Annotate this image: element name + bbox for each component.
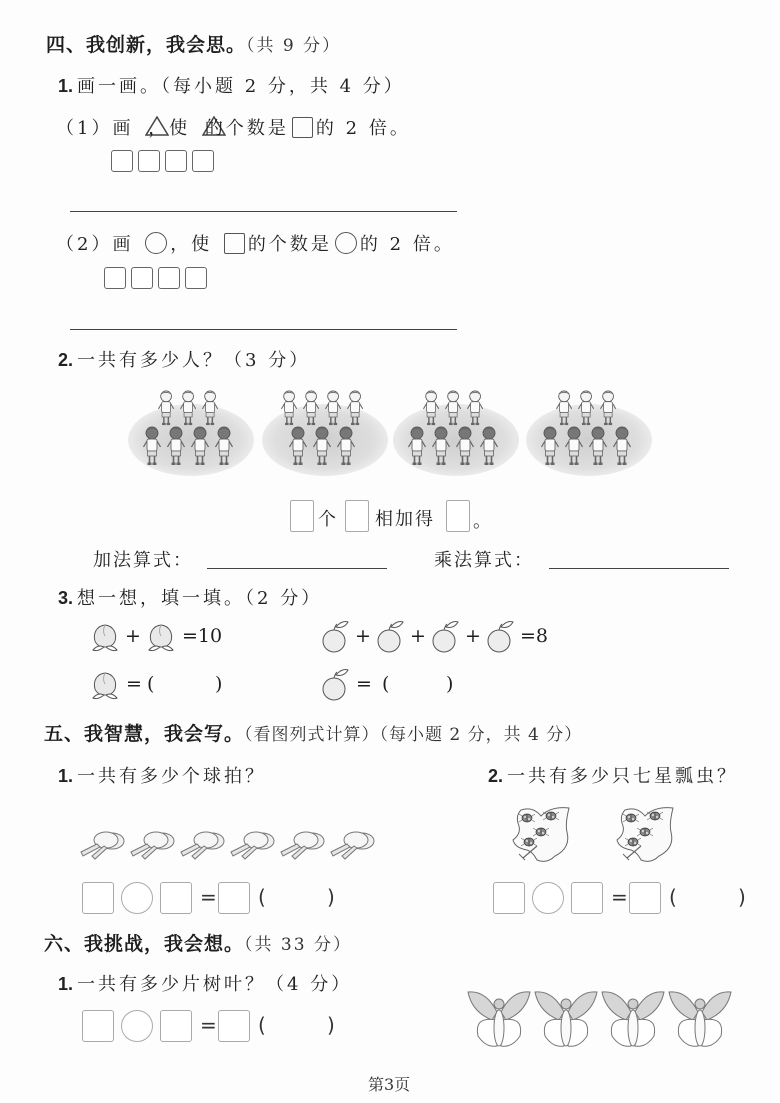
- answer-box[interactable]: [82, 1010, 114, 1042]
- section5-note: （看图列式计算）（每小题 2 分，共 4 分）: [244, 725, 583, 745]
- child-figure: [432, 426, 450, 470]
- fill-text-ge: 个: [318, 509, 338, 530]
- s4-q2-number: 2.: [58, 350, 74, 370]
- section4-heading: [46, 30, 341, 57]
- multiplication-answer-line[interactable]: [549, 568, 729, 569]
- apple-icon: [320, 620, 350, 658]
- s4-q2-text: 一共有多少人？: [77, 350, 225, 371]
- result-box[interactable]: [629, 882, 661, 914]
- section6-heading: [44, 929, 352, 956]
- square-icon: [165, 150, 187, 172]
- answer-box[interactable]: [82, 882, 114, 914]
- plus-sign: +: [465, 625, 481, 647]
- peach-icon: [90, 622, 120, 658]
- leaf-butterfly-icon: [600, 986, 666, 1056]
- paren-close: ): [738, 885, 746, 909]
- section4-title: 四、我创新，我会思。: [46, 34, 247, 56]
- square-icon: [185, 267, 207, 289]
- apple-icon: [320, 668, 350, 706]
- leaf-butterfly-icon: [466, 986, 532, 1056]
- circle-icon: [145, 232, 167, 254]
- s5-q2-number: 2.: [488, 766, 504, 786]
- section6-title: 六、我挑战，我会想。: [44, 933, 245, 955]
- s5-q2-heading: [488, 762, 738, 788]
- sub1-mid2: 的个数是: [204, 118, 289, 139]
- s4-q3-note: （2 分）: [245, 588, 323, 609]
- s4-q1-note: （每小题 2 分，共 4 分）: [161, 76, 405, 97]
- paren-close: ): [327, 1013, 335, 1037]
- peach-answer-blank[interactable]: [160, 672, 210, 696]
- equals-sign: =: [611, 885, 628, 909]
- paren-open: (: [258, 1013, 266, 1037]
- sub1-end: 的 2 倍。: [315, 118, 411, 139]
- child-figure: [167, 426, 185, 470]
- child-figure: [480, 426, 498, 470]
- child-figure: [423, 390, 439, 430]
- child-figure: [556, 390, 572, 430]
- s5-q2-text: 一共有多少只七星瓢虫？: [507, 766, 739, 787]
- paren-open: (: [382, 673, 390, 695]
- square-icon: [111, 150, 133, 172]
- result-box[interactable]: [218, 1010, 250, 1042]
- children-group: [393, 388, 519, 476]
- sub1-label: （1）画: [56, 118, 134, 139]
- apple-icon: [430, 620, 460, 658]
- square-icon: [131, 267, 153, 289]
- child-figure: [143, 426, 161, 470]
- paren-close: ): [446, 673, 454, 695]
- equals-sign: =: [200, 885, 217, 909]
- s5-q1-text: 一共有多少个球拍？: [77, 766, 267, 787]
- sub2-answer-line[interactable]: [70, 329, 457, 330]
- answer-box[interactable]: [571, 882, 603, 914]
- s4-q2-note: （3 分）: [224, 350, 311, 371]
- apple-equation-value: =8: [520, 625, 549, 647]
- sub2-label: （2）画: [56, 234, 134, 255]
- section5-title: 五、我智慧，我会写。: [44, 723, 245, 745]
- answer-box[interactable]: [493, 882, 525, 914]
- child-figure: [600, 390, 616, 430]
- paren-open: (: [669, 885, 677, 909]
- s4-q1-sub1: [56, 114, 411, 140]
- sub2-given-squares: [104, 267, 207, 289]
- square-icon: [104, 267, 126, 289]
- operator-circle[interactable]: [121, 882, 153, 914]
- s4-q3-number: 3.: [58, 588, 74, 608]
- square-icon: [138, 150, 160, 172]
- fill-box-sum[interactable]: [446, 500, 470, 532]
- child-figure: [215, 426, 233, 470]
- apple-answer-blank[interactable]: [395, 672, 443, 696]
- s4-q3-heading: [58, 584, 322, 610]
- s4-q1-sub2: [56, 230, 455, 256]
- leaf-butterfly-icon: [533, 986, 599, 1056]
- s4-q2-heading: [58, 346, 310, 372]
- operator-circle[interactable]: [532, 882, 564, 914]
- plus-sign: +: [355, 625, 371, 647]
- sub1-answer-line[interactable]: [70, 211, 457, 212]
- child-figure: [303, 390, 319, 430]
- fill-text-end: 。: [473, 511, 493, 532]
- unit-blank[interactable]: [683, 884, 733, 912]
- sub2-mid1: ，使: [170, 234, 213, 255]
- result-box[interactable]: [218, 882, 250, 914]
- section5-heading: [44, 719, 582, 746]
- child-figure: [158, 390, 174, 430]
- sub1-given-squares: [111, 150, 214, 172]
- child-figure: [565, 426, 583, 470]
- racket-pair-icon: [228, 830, 276, 864]
- plus-sign: +: [125, 625, 141, 647]
- racket-pair-icon: [328, 830, 376, 864]
- child-figure: [445, 390, 461, 430]
- racket-pair-icon: [78, 830, 126, 864]
- child-figure: [289, 426, 307, 470]
- child-figure: [541, 426, 559, 470]
- child-figure: [589, 426, 607, 470]
- s4-q1-heading: [58, 72, 405, 98]
- apple-icon: [375, 620, 405, 658]
- s5-q1-heading: [58, 762, 266, 788]
- plus-sign: +: [410, 625, 426, 647]
- child-figure: [613, 426, 631, 470]
- page-number: 第3页: [368, 1075, 411, 1094]
- s4-q1-number: 1.: [58, 76, 74, 96]
- circle-icon: [335, 232, 357, 254]
- equals-sign: =: [126, 673, 142, 695]
- sub2-mid2: 的个数是: [247, 234, 332, 255]
- s5-q1-number: 1.: [58, 766, 74, 786]
- s6-q1-heading: [58, 970, 352, 996]
- fill-text-add: 相加得: [375, 509, 435, 530]
- children-group: [526, 388, 652, 476]
- child-figure: [191, 426, 209, 470]
- child-figure: [202, 390, 218, 430]
- child-figure: [180, 390, 196, 430]
- section6-note: （共 33 分）: [244, 935, 352, 955]
- children-group: [262, 388, 388, 476]
- s6-q1-text: 一共有多少片树叶？: [77, 974, 267, 995]
- s6-q1-note: （4 分）: [266, 974, 353, 995]
- child-figure: [456, 426, 474, 470]
- leaf-with-ladybugs-icon: [511, 804, 573, 870]
- s4-q1-text: 画一画。: [77, 76, 162, 97]
- addition-answer-line[interactable]: [207, 568, 387, 569]
- child-figure: [337, 426, 355, 470]
- child-figure: [578, 390, 594, 430]
- answer-box[interactable]: [160, 882, 192, 914]
- child-figure: [325, 390, 341, 430]
- racket-pair-icon: [128, 830, 176, 864]
- peach-icon: [90, 670, 120, 706]
- answer-box[interactable]: [160, 1010, 192, 1042]
- square-icon: [192, 150, 214, 172]
- square-icon: [158, 267, 180, 289]
- unit-blank[interactable]: [272, 884, 322, 912]
- multiplication-label: 乘法算式：: [434, 550, 534, 571]
- leaf-butterfly-icon: [667, 986, 733, 1056]
- sub1-mid1: ，使: [148, 118, 191, 139]
- paren-open: (: [147, 673, 155, 695]
- paren-close: ): [327, 885, 335, 909]
- fill-box-addend[interactable]: [345, 500, 369, 532]
- equals-sign: =: [200, 1013, 217, 1037]
- fill-box-count[interactable]: [290, 500, 314, 532]
- child-figure: [313, 426, 331, 470]
- apple-icon: [485, 620, 515, 658]
- paren-close: ): [215, 673, 223, 695]
- child-figure: [408, 426, 426, 470]
- sub2-end: 的 2 倍。: [359, 234, 455, 255]
- section4-note: （共 9 分）: [246, 36, 342, 56]
- addition-label: 加法算式：: [93, 550, 193, 571]
- s4-q3-text: 想一想，填一填。: [77, 588, 246, 609]
- racket-pair-icon: [178, 830, 226, 864]
- square-icon: [224, 233, 245, 254]
- operator-circle[interactable]: [121, 1010, 153, 1042]
- peach-icon: [146, 622, 176, 658]
- child-figure: [347, 390, 363, 430]
- racket-pair-icon: [278, 830, 326, 864]
- square-icon: [292, 117, 313, 138]
- paren-open: (: [258, 885, 266, 909]
- peach-equation-value: =10: [182, 625, 223, 647]
- s6-q1-number: 1.: [58, 974, 74, 994]
- child-figure: [467, 390, 483, 430]
- leaf-with-ladybugs-icon: [615, 804, 677, 870]
- children-group: [128, 388, 254, 476]
- unit-blank[interactable]: [272, 1012, 322, 1040]
- child-figure: [281, 390, 297, 430]
- equals-sign: =: [356, 673, 372, 695]
